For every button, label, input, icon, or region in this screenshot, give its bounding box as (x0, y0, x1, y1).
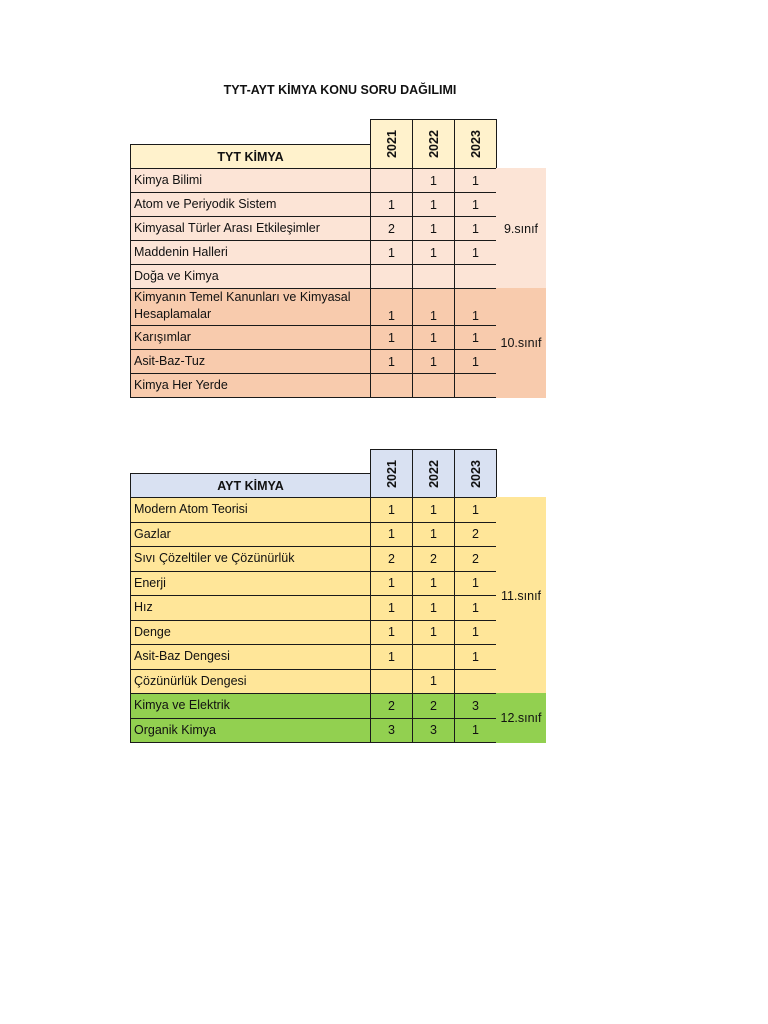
tyt-row-value (370, 373, 413, 398)
ayt-row-value: 1 (454, 644, 497, 670)
tyt-table-header: TYT KİMYA (130, 144, 371, 169)
ayt-row-name: Denge (130, 620, 371, 646)
tyt-row-value: 1 (412, 288, 455, 326)
tyt-row-name: Karışımlar (130, 325, 371, 350)
tyt-row-name: Maddenin Halleri (130, 240, 371, 265)
ayt-row-value: 1 (370, 620, 413, 646)
ayt-row-value: 1 (370, 497, 413, 523)
ayt-row-value: 1 (454, 718, 497, 744)
tyt-row-value (412, 264, 455, 289)
ayt-row-value: 2 (370, 693, 413, 719)
tyt-row-value (454, 373, 497, 398)
tyt-row-value (454, 264, 497, 289)
ayt-row-name: Modern Atom Teorisi (130, 497, 371, 523)
tyt-row-value (370, 264, 413, 289)
ayt-row-value (454, 669, 497, 695)
tyt-row-value: 1 (370, 325, 413, 350)
ayt-row-value: 2 (412, 546, 455, 572)
ayt-row-value: 1 (412, 497, 455, 523)
ayt-row-value: 1 (370, 522, 413, 548)
tyt-year-2021 (370, 119, 413, 169)
ayt-row-name: Çözünürlük Dengesi (130, 669, 371, 695)
page-title: TYT-AYT KİMYA KONU SORU DAĞILIMI (223, 83, 457, 97)
ayt-row-name: Organik Kimya (130, 718, 371, 744)
tyt-row-value (412, 373, 455, 398)
tyt-row-name: Doğa ve Kimya (130, 264, 371, 289)
ayt-row-value (412, 644, 455, 670)
tyt-row-name: Kimya Her Yerde (130, 373, 371, 398)
year-label: 2021 (384, 459, 399, 488)
ayt-table-header: AYT KİMYA (130, 473, 371, 498)
tyt-row-value: 1 (412, 192, 455, 217)
tyt-grade-label: 9.sınıf (496, 168, 546, 289)
tyt-row-value: 1 (412, 325, 455, 350)
ayt-year-2023 (454, 449, 497, 498)
ayt-row-value: 1 (412, 571, 455, 597)
tyt-row-name: Kimyanın Temel Kanunları ve Kimyasal Hesaplamalar (130, 288, 371, 326)
ayt-row-value: 1 (412, 595, 455, 621)
ayt-row-value: 1 (412, 522, 455, 548)
tyt-row-value: 1 (454, 349, 497, 374)
year-label: 2022 (426, 459, 441, 488)
tyt-row-value: 2 (370, 216, 413, 241)
tyt-row-value: 1 (370, 192, 413, 217)
ayt-row-value: 1 (370, 595, 413, 621)
ayt-row-name: Hız (130, 595, 371, 621)
ayt-row-name: Asit-Baz Dengesi (130, 644, 371, 670)
ayt-row-value (370, 669, 413, 695)
ayt-row-value: 1 (454, 571, 497, 597)
ayt-row-name: Kimya ve Elektrik (130, 693, 371, 719)
ayt-grade-label: 12.sınıf (496, 693, 546, 743)
year-label: 2023 (468, 459, 483, 488)
ayt-row-value: 2 (412, 693, 455, 719)
tyt-row-value (370, 168, 413, 193)
ayt-row-name: Gazlar (130, 522, 371, 548)
ayt-row-value: 2 (370, 546, 413, 572)
tyt-year-2023 (454, 119, 497, 169)
ayt-row-name: Enerji (130, 571, 371, 597)
tyt-row-value: 1 (454, 325, 497, 350)
tyt-row-value: 1 (454, 240, 497, 265)
tyt-row-value: 1 (454, 168, 497, 193)
ayt-row-value: 3 (370, 718, 413, 744)
tyt-row-name: Kimyasal Türler Arası Etkileşimler (130, 216, 371, 241)
tyt-row-value: 1 (412, 216, 455, 241)
tyt-row-value: 1 (454, 216, 497, 241)
tyt-row-value: 1 (454, 288, 497, 326)
ayt-row-value: 1 (454, 497, 497, 523)
ayt-year-2021 (370, 449, 413, 498)
tyt-grade-label: 10.sınıf (496, 288, 546, 398)
year-label: 2021 (384, 130, 399, 158)
ayt-row-value: 1 (412, 669, 455, 695)
tyt-row-value: 1 (370, 288, 413, 326)
ayt-year-2022 (412, 449, 455, 498)
tyt-row-name: Kimya Bilimi (130, 168, 371, 193)
tyt-row-name: Asit-Baz-Tuz (130, 349, 371, 374)
ayt-row-value: 3 (454, 693, 497, 719)
tyt-row-name: Atom ve Periyodik Sistem (130, 192, 371, 217)
year-label: 2023 (468, 130, 483, 158)
ayt-row-value: 1 (454, 620, 497, 646)
ayt-row-value: 3 (412, 718, 455, 744)
tyt-row-value: 1 (370, 349, 413, 374)
tyt-row-value: 1 (370, 240, 413, 265)
tyt-year-2022 (412, 119, 455, 169)
ayt-row-value: 1 (412, 620, 455, 646)
ayt-row-value: 2 (454, 546, 497, 572)
ayt-row-value: 1 (454, 595, 497, 621)
ayt-grade-label: 11.sınıf (496, 497, 546, 694)
year-label: 2022 (426, 130, 441, 158)
tyt-row-value: 1 (412, 168, 455, 193)
tyt-row-value: 1 (412, 349, 455, 374)
ayt-row-value: 1 (370, 571, 413, 597)
ayt-row-name: Sıvı Çözeltiler ve Çözünürlük (130, 546, 371, 572)
tyt-row-value: 1 (412, 240, 455, 265)
tyt-row-value: 1 (454, 192, 497, 217)
ayt-row-value: 1 (370, 644, 413, 670)
ayt-row-value: 2 (454, 522, 497, 548)
